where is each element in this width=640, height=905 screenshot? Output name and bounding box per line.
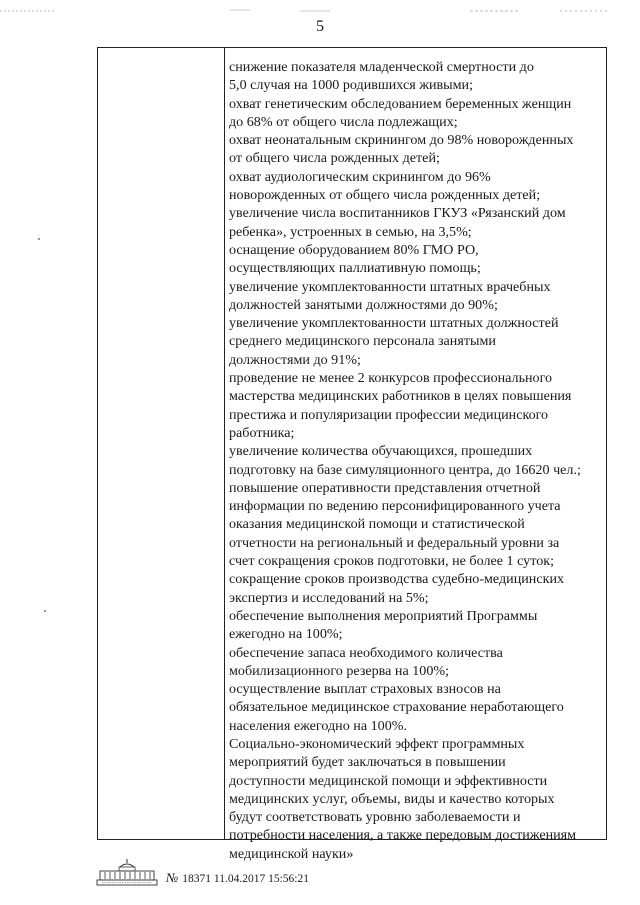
- document-table: [97, 47, 607, 862]
- text-line: осуществление выплат страховых взносов на: [229, 681, 501, 698]
- text-line: будут соответствовать уровню заболеваемости и: [229, 809, 521, 826]
- document-footer: [96, 858, 396, 888]
- text-line: повышение оперативности представления отчетной: [229, 479, 541, 496]
- text-line: мастерства медицинских работников в целях повышения: [229, 388, 572, 405]
- text-line: престижа и популяризации профессии медицинского: [229, 406, 549, 423]
- text-line: охват генетическим обследованием беременных женщин: [229, 95, 572, 112]
- text-line: потребности населения, а также передовым достижениям: [229, 827, 577, 844]
- registration-stamp: [166, 870, 309, 886]
- text-line: сокращение сроков производства судебно-медицинских: [229, 571, 565, 588]
- text-line: доступности медицинской помощи и эффективности: [229, 772, 548, 789]
- text-line: от общего числа рожденных детей;: [229, 150, 440, 167]
- scan-artifact-marks: [0, 8, 640, 14]
- text-line: медицинских услуг, объемы, виды и качество которых: [229, 790, 555, 807]
- text-line: охват аудиологическим скринингом до 96%: [229, 168, 491, 185]
- text-line: экспертиз и исследований на 5%;: [229, 589, 429, 606]
- scan-speck: [38, 238, 40, 240]
- building-seal-icon: [96, 858, 158, 886]
- text-line: увеличение количества обучающихся, прошедших: [229, 443, 533, 460]
- text-line: мобилизационного резерва на 100%;: [229, 662, 450, 679]
- text-line: отчетности на региональный и федеральный уровни за: [229, 534, 560, 551]
- text-line: ребенка», устроенных в семью, на 3,5%;: [229, 223, 472, 240]
- text-line: проведение не менее 2 конкурсов профессионального: [229, 370, 553, 387]
- text-line: подготовку на базе симуляционного центра, до 16620 чел.;: [229, 461, 581, 478]
- registration-text: 18371 11.04.2017 15:56:21: [182, 873, 309, 885]
- text-line: охват неонатальным скринингом до 98% новорожденных: [229, 132, 574, 149]
- text-line: осуществляющих паллиативную помощь;: [229, 260, 481, 277]
- text-line: мероприятий будет заключаться в повышении: [229, 754, 506, 771]
- text-line: населения ежегодно на 100%.: [229, 717, 408, 734]
- text-line: 5,0 случая на 1000 родившихся живыми;: [229, 77, 473, 94]
- text-line: увеличение числа воспитанников ГКУЗ «Рязанский дом: [229, 205, 566, 222]
- text-line: счет сокращения сроков подготовки, не более 1 суток;: [229, 553, 555, 570]
- text-line: обеспечение выполнения мероприятий Программы: [229, 607, 538, 624]
- text-line: снижение показателя младенческой смертности до: [229, 59, 534, 75]
- text-line: должностями до 91%;: [229, 351, 361, 368]
- page-number: 5: [316, 18, 324, 35]
- text-line: работника;: [229, 424, 295, 441]
- text-line: увеличение укомплектованности штатных врачебных: [229, 278, 551, 295]
- scan-speck: [44, 610, 46, 612]
- table-cell-text: [229, 58, 605, 863]
- text-line: оказания медицинской помощи и статистической: [229, 516, 525, 533]
- text-line: должностей занятыми должностями до 90%;: [229, 296, 498, 313]
- text-line: информации по ведению персонифицированного учета: [229, 498, 561, 515]
- text-line: медицинской науки»: [229, 845, 354, 862]
- text-line: оснащение оборудованием 80% ГМО РО,: [229, 241, 479, 258]
- text-line: ежегодно на 100%;: [229, 626, 343, 643]
- number-sign: №: [166, 870, 179, 885]
- text-line: до 68% от общего числа подлежащих;: [229, 113, 458, 130]
- text-line: новорожденных от общего числа рожденных детей;: [229, 187, 541, 204]
- text-line: обеспечение запаса необходимого количества: [229, 644, 503, 661]
- text-line: среднего медицинского персонала занятыми: [229, 333, 496, 350]
- text-line: Социально-экономический эффект программных: [229, 735, 525, 752]
- text-line: увеличение укомплектованности штатных должностей: [229, 315, 559, 332]
- text-line: обязательное медицинское страхование неработающего: [229, 699, 564, 716]
- table-column-divider: [224, 48, 225, 839]
